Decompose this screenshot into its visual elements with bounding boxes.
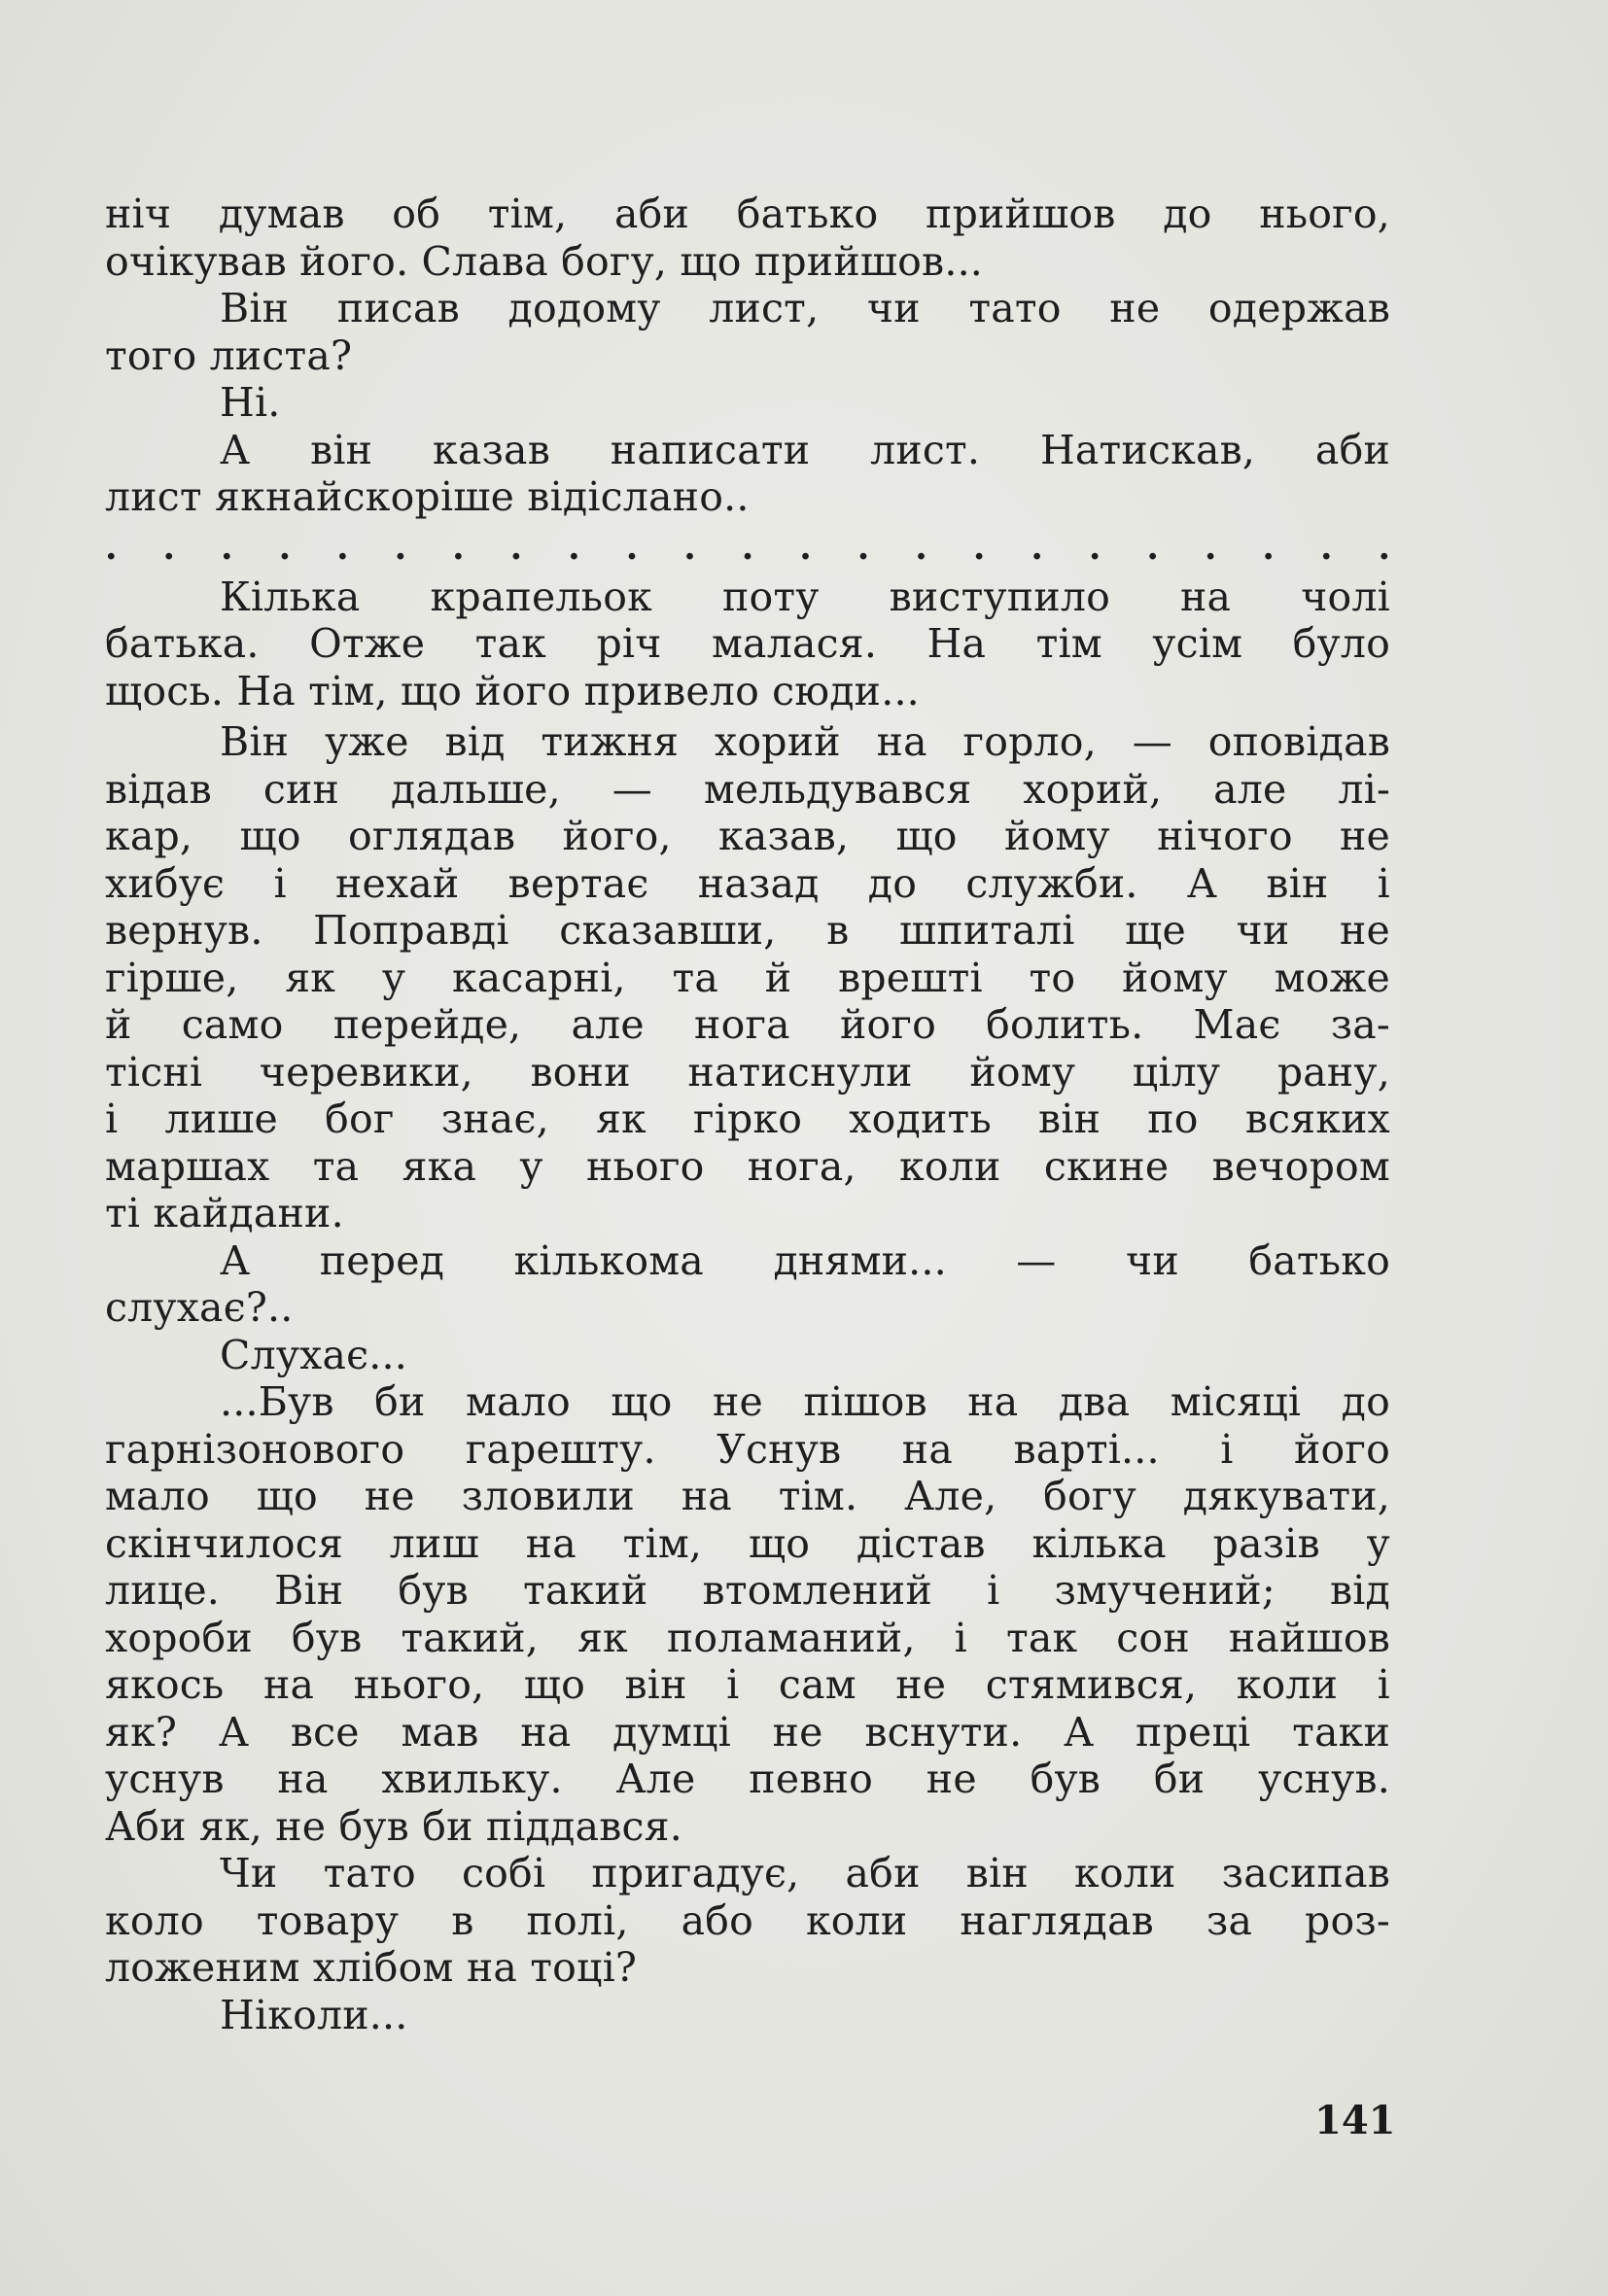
text-line: Чи тато собі пригадує, аби він коли засипав [220, 1850, 1390, 1896]
text-line: Ні. [220, 379, 281, 426]
text-line: ті кайдани. [105, 1190, 344, 1236]
text-line: мало що не зловили на тім. Але, богу дякувати, [105, 1473, 1390, 1519]
text-line: щось. На тім, що його привело сюди... [105, 667, 920, 714]
page-number: 141 [1314, 2098, 1396, 2143]
text-line: батька. Отже так річ малася. На тім усім було [105, 620, 1390, 667]
text-line: очікував його. Слава богу, що прийшов... [105, 237, 984, 285]
text-line: скінчилося лиш на тім, що дістав кілька разів у [105, 1519, 1390, 1567]
text-line: Він уже від тижня хорий на горло, — оповідав [220, 718, 1390, 765]
text-line: і лише бог знає, як гірко ходить він по всяких [105, 1096, 1390, 1142]
text-line: й само перейде, але нога його болить. Має за- [105, 1001, 1390, 1048]
text-line: кар, що оглядав його, казав, що йому нічого не [105, 813, 1390, 859]
text-line: А він казав написати лист. Натискав, аби [220, 426, 1390, 473]
text-line: слухає?.. [105, 1284, 294, 1331]
text-line: ...Був би мало що не пішов на два місяці до [220, 1378, 1390, 1425]
text-line: того листа? [105, 331, 353, 379]
text-line: лице. Він був такий втомлений і змучений; від [105, 1567, 1390, 1614]
section-divider-dots: . . . . . . . . . . . . . . . . . . . . . . . [105, 526, 1390, 568]
text-line: як? А все мав на думці не вснути. А преці таки [105, 1708, 1390, 1756]
text-line: якось на нього, що він і сам не стямився, коли і [105, 1661, 1390, 1708]
body-text [105, 191, 1390, 2038]
text-line: тісні черевики, вони натиснули йому цілу рану, [105, 1048, 1390, 1096]
text-line: хороби був такий, як поламаний, і так сон найшов [105, 1614, 1390, 1661]
text-line: Аби як, не був би піддався. [105, 1802, 682, 1850]
text-line: вернув. Поправді сказавши, в шпиталі ще чи не [105, 907, 1390, 954]
text-line: уснув на хвильку. Але певно не був би уснув. [105, 1756, 1390, 1802]
text-line: Кілька крапельок поту виступило на чолі [220, 573, 1390, 620]
text-line: Ніколи... [220, 1991, 408, 2038]
text-line: Він писав додому лист, чи тато не одержав [220, 285, 1390, 331]
text-line: ніч думав об тім, аби батько прийшов до нього, [105, 191, 1390, 237]
text-line: гірше, як у касарні, та й врешті то йому може [105, 954, 1390, 1001]
text-line: хибує і нехай вертає назад до служби. А він і [105, 859, 1390, 907]
text-line: ложеним хлібом на тоці? [105, 1944, 638, 1991]
text-line: відав син дальше, — мельдувався хорий, але лі- [105, 765, 1390, 813]
text-line: Слухає... [220, 1331, 407, 1378]
text-line: гарнізонового гарешту. Уснув на варті... і його [105, 1425, 1390, 1473]
text-line: коло товару в полі, або коли наглядав за роз- [105, 1896, 1390, 1944]
text-line: лист якнайскоріше відіслано.. [105, 473, 750, 520]
text-line: А перед кількома днями... — чи батько [220, 1236, 1390, 1284]
text-line: маршах та яка у нього нога, коли скине вечором [105, 1142, 1390, 1190]
